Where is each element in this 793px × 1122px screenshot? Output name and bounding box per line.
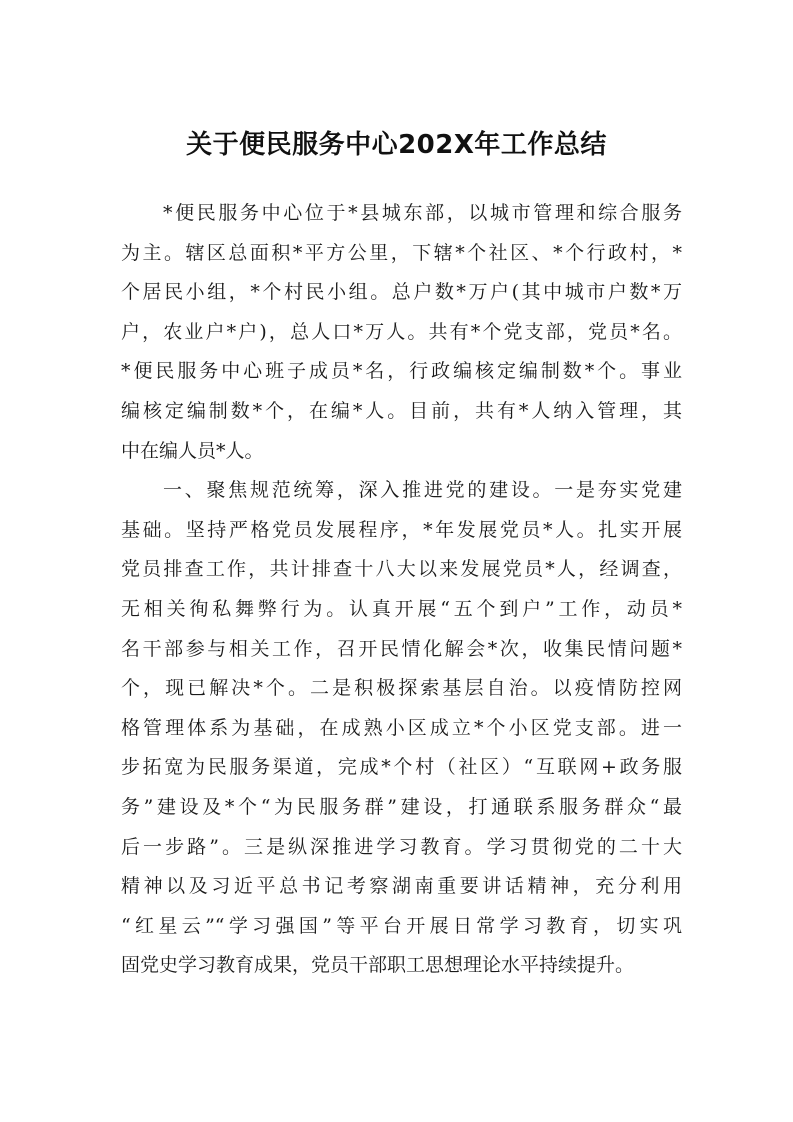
text-line: 无相关徇私舞弊行为。认真开展“五个到户”工作，动员*: [121, 597, 682, 620]
text-line: 编核定编制数*个，在编*人。目前，共有*人纳入管理，其: [121, 399, 682, 422]
text-line: 步拓宽为民服务渠道，完成*个村（社区）“互联网+政务服: [121, 756, 682, 779]
text-line: 名干部参与相关工作，召开民情化解会*次，收集民情问题*: [121, 637, 682, 660]
text-line: 一、聚焦规范统筹，深入推进党的建设。一是夯实党建: [163, 479, 682, 502]
text-line: 中在编人员*人。: [121, 439, 264, 462]
text-line: 固党史学习教育成果，党员干部职工思想理论水平持续提升。: [121, 954, 635, 977]
text-line: *便民服务中心班子成员*名，行政编核定编制数*个。事业: [121, 360, 682, 383]
text-line: 为主。辖区总面积*平方公里，下辖*个社区、*个行政村，*: [121, 241, 682, 264]
text-line: *便民服务中心位于*县城东部，以城市管理和综合服务: [163, 202, 682, 224]
text-line: 个居民小组，*个村民小组。总户数*万户(其中城市户数*万: [121, 281, 682, 304]
text-line: 党员排查工作，共计排查十八大以来发展党员*人，经调查，: [121, 558, 682, 581]
text-line: 户，农业户*户)，总人口*万人。共有*个党支部，党员*名。: [121, 320, 682, 343]
text-line: 精神以及习近平总书记考察湖南重要讲话精神，充分利用: [121, 875, 682, 898]
text-line: 后一步路”。三是纵深推进学习教育。学习贯彻党的二十大: [121, 835, 682, 858]
text-line: “红星云”“学习强国”等平台开展日常学习教育，切实巩: [121, 914, 682, 937]
document-body: [121, 194, 682, 986]
text-line: 基础。坚持严格党员发展程序，*年发展党员*人。扎实开展: [121, 518, 682, 541]
text-line: 个，现已解决*个。二是积极探索基层自治。以疫情防控网: [121, 677, 682, 700]
paragraph-overview: [121, 194, 682, 471]
text-line: 务”建设及*个“为民服务群”建设，打通联系服务群众“最: [121, 795, 682, 818]
paragraph-party-building: [121, 471, 682, 986]
document-title: 关于便民服务中心202X年工作总结: [186, 130, 607, 160]
text-line: 格管理体系为基础，在成熟小区成立*个小区党支部。进一: [121, 716, 682, 739]
